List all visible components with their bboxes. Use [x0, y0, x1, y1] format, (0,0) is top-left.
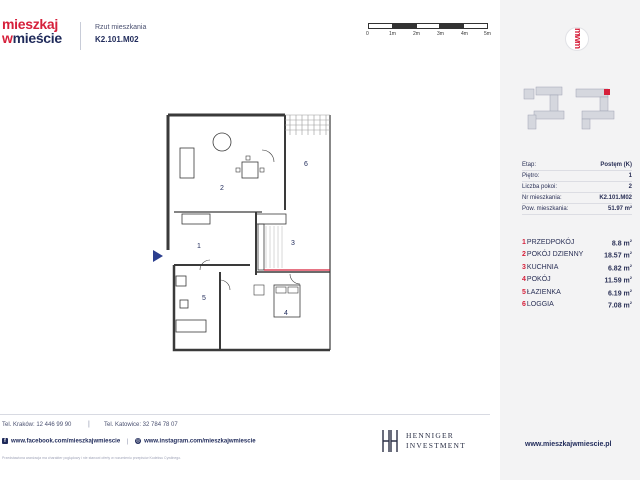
room-area-unit: 2 — [629, 275, 632, 281]
key-plan-diagram — [520, 85, 632, 133]
room-area-unit: 2 — [629, 300, 632, 306]
room-name: ŁAZIENKA — [526, 288, 561, 296]
scale-segment — [464, 24, 487, 28]
info-row — [522, 171, 632, 182]
room-area: 6.19 m — [607, 289, 630, 297]
website-link[interactable]: www.mieszkajwmiescie.pl — [525, 441, 612, 448]
room-number: 1 — [522, 238, 526, 246]
room-area-unit: 2 — [629, 287, 632, 293]
scale-segment — [417, 24, 441, 28]
info-row — [522, 160, 632, 171]
scale-labels — [365, 31, 493, 39]
info-value: K2.101.M02 — [599, 195, 632, 201]
info-value: Postęm (K) — [600, 162, 632, 168]
logo-line2-rest: mieście — [12, 30, 62, 46]
room-row — [522, 299, 632, 312]
room-list — [522, 236, 632, 311]
investor-logo[interactable] — [380, 428, 490, 456]
info-label: Liczba pokoi: — [522, 184, 558, 190]
logo-w: w — [2, 30, 13, 46]
room-name: POKÓJ DZIENNY — [526, 251, 584, 259]
room-area-unit: 2 — [629, 262, 632, 268]
room-label-5: 5 — [202, 295, 206, 302]
floor-plan-drawing — [150, 100, 350, 360]
room-number: 2 — [522, 251, 526, 259]
room-area: 18.57 m — [604, 252, 630, 260]
social-links — [2, 438, 256, 445]
room-name: PRZEDPOKÓJ — [526, 238, 575, 246]
scale-label: 3m — [437, 31, 444, 37]
unit-marker-icon — [604, 89, 610, 95]
header-divider — [80, 22, 81, 50]
plan-label: Rzut mieszkania — [95, 24, 147, 31]
room-row — [522, 249, 632, 262]
room-row — [522, 236, 632, 249]
scale-segment — [393, 24, 417, 28]
logo-line1: mieszkaj — [2, 16, 58, 32]
room-number: 5 — [522, 288, 526, 296]
brand-logo[interactable] — [2, 18, 64, 45]
room-area: 8.8 m — [611, 239, 630, 247]
footer-divider — [0, 414, 490, 415]
info-value: 51.97 m² — [607, 206, 632, 212]
investor-name-line1: HENNIGER — [406, 431, 454, 440]
room-area: 7.08 m — [607, 302, 630, 310]
info-row — [522, 193, 632, 204]
info-label: Piętro: — [522, 173, 540, 179]
info-value: 2 — [628, 184, 632, 190]
info-label: Nr mieszkania: — [522, 195, 562, 201]
investor-name-line2: INVESTMENT — [406, 441, 466, 450]
scale-bar — [368, 23, 488, 29]
info-label: Etap: — [522, 162, 537, 168]
room-name: LOGGIA — [526, 301, 554, 309]
instagram-link[interactable]: www.instagram.com/mieszkajwmiescie — [144, 438, 256, 445]
panel-logo-text: mwm — [573, 28, 583, 49]
room-label-6: 6 — [304, 161, 308, 168]
scale-label: 4m — [461, 31, 468, 37]
scale-label: 1m — [389, 31, 396, 37]
unit-info-table — [522, 160, 632, 215]
disclaimer-text: Przedstawiona aranżacja ma charakter poglądowy i nie stanowi oferty w rozumieniu przepisów Kodeksu Cywilnego. — [2, 456, 182, 460]
info-label: Pow. mieszkania: — [522, 206, 569, 212]
info-row — [522, 204, 632, 215]
room-name: KUCHNIA — [526, 263, 559, 271]
footer-separator: | — [88, 421, 90, 428]
room-number: 4 — [522, 276, 526, 284]
panel-logo — [565, 27, 589, 51]
phone-katowice[interactable]: Tel. Katowice: 32 784 78 07 — [104, 422, 178, 428]
info-value: 1 — [628, 173, 632, 179]
info-row — [522, 182, 632, 193]
room-number: 6 — [522, 301, 526, 309]
logo-line2 — [2, 31, 64, 45]
room-area-unit: 2 — [629, 250, 632, 256]
unit-code: K2.101.M02 — [95, 35, 139, 44]
scale-segment — [440, 24, 464, 28]
room-row — [522, 274, 632, 287]
entrance-arrow-icon — [153, 250, 163, 262]
instagram-icon: ◎ — [135, 438, 141, 444]
scale-label: 0 — [366, 31, 369, 37]
room-number: 3 — [522, 263, 526, 271]
room-label-3: 3 — [291, 240, 295, 247]
room-label-2: 2 — [220, 185, 224, 192]
footer-separator: | — [126, 438, 129, 445]
room-area-unit: 2 — [629, 237, 632, 243]
investor-monogram-icon — [380, 428, 400, 454]
scale-label: 5m — [484, 31, 491, 37]
facebook-icon: f — [2, 438, 8, 444]
phone-krakow[interactable]: Tel. Kraków: 12 446 99 90 — [2, 422, 72, 428]
room-name: POKÓJ — [526, 276, 551, 284]
room-area: 11.59 m — [604, 277, 630, 285]
facebook-link[interactable]: www.facebook.com/mieszkajwmiescie — [11, 438, 121, 445]
room-label-4: 4 — [284, 310, 288, 317]
room-label-1: 1 — [197, 243, 201, 250]
room-row — [522, 286, 632, 299]
scale-segment — [369, 24, 393, 28]
room-area: 6.82 m — [607, 264, 630, 272]
scale-label: 2m — [413, 31, 420, 37]
room-row — [522, 261, 632, 274]
